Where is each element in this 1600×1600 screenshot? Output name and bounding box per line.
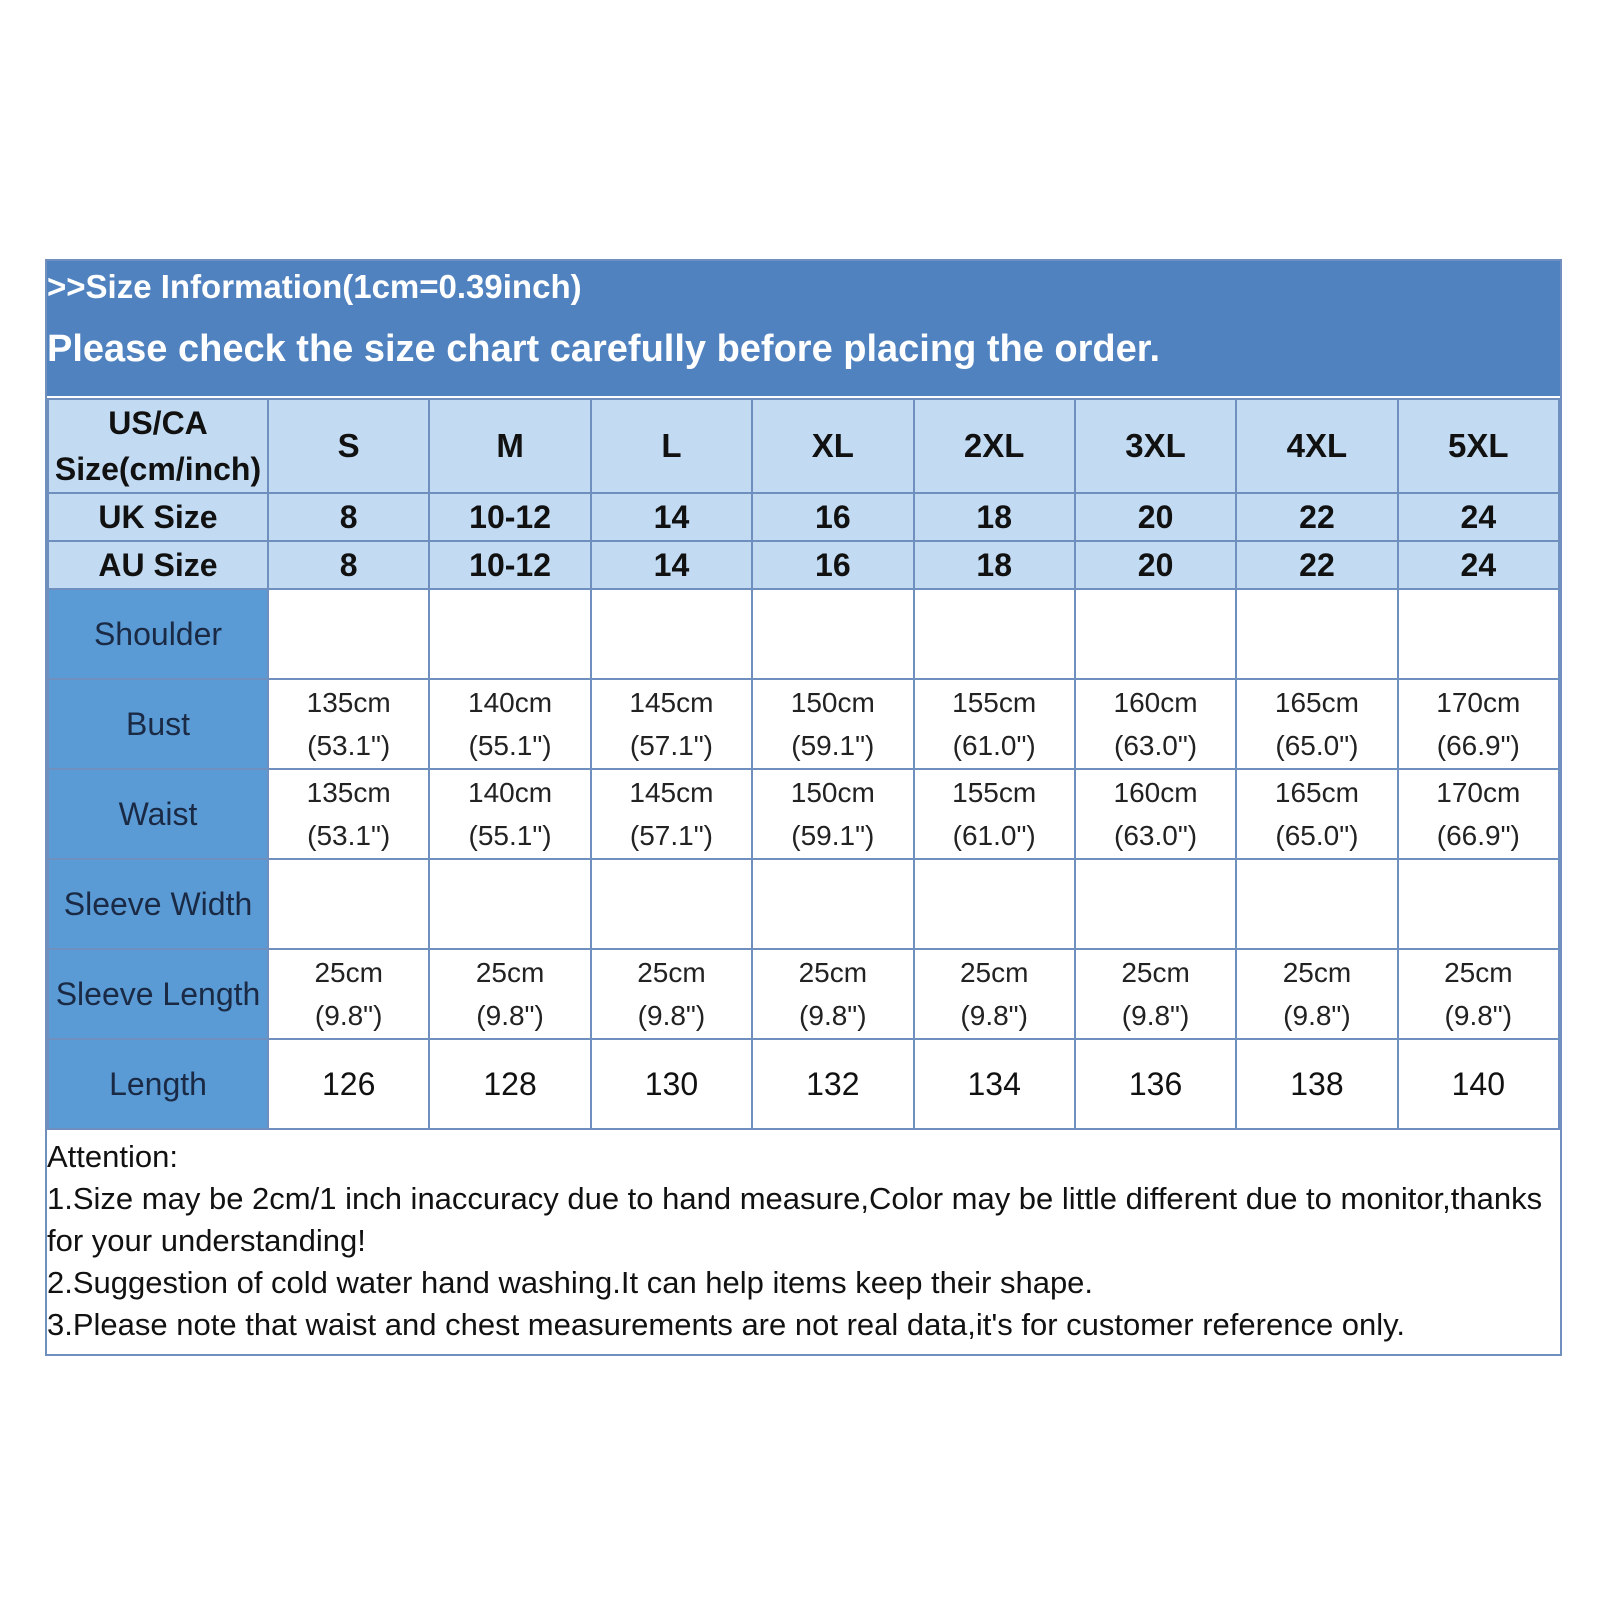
size-cell: 5XL	[1398, 399, 1559, 493]
sleeve-width-row	[48, 859, 1559, 949]
measure-cell	[268, 589, 429, 679]
size-cell: 18	[914, 493, 1075, 541]
size-cell: 2XL	[914, 399, 1075, 493]
size-table	[47, 398, 1560, 1130]
info-banner	[47, 261, 1560, 398]
length-cell: 128	[429, 1039, 590, 1129]
size-cell: 20	[1075, 493, 1236, 541]
length-label: Length	[48, 1039, 268, 1129]
measure-cell: 165cm (65.0")	[1236, 769, 1397, 859]
measure-cell: 25cm (9.8")	[1236, 949, 1397, 1039]
measure-cell	[1398, 859, 1559, 949]
attention-note: 3.Please note that waist and chest measurements are not real data,it's for customer reference only.	[47, 1307, 1405, 1342]
uk-size-row	[48, 493, 1559, 541]
measure-cell: 170cm (66.9")	[1398, 679, 1559, 769]
size-chart	[45, 259, 1562, 1356]
measure-cell	[914, 589, 1075, 679]
measure-cell	[914, 859, 1075, 949]
measure-cell: 25cm (9.8")	[1398, 949, 1559, 1039]
measure-cell: 25cm (9.8")	[1075, 949, 1236, 1039]
length-cell: 140	[1398, 1039, 1559, 1129]
uk-size-label: UK Size	[48, 493, 268, 541]
size-cell: 20	[1075, 541, 1236, 589]
au-size-row	[48, 541, 1559, 589]
measure-cell	[752, 589, 913, 679]
measure-cell: 25cm (9.8")	[591, 949, 752, 1039]
measure-cell: 25cm (9.8")	[268, 949, 429, 1039]
length-cell: 132	[752, 1039, 913, 1129]
measure-cell	[591, 859, 752, 949]
measure-cell: 160cm (63.0")	[1075, 679, 1236, 769]
measure-cell: 25cm (9.8")	[914, 949, 1075, 1039]
check-size-notice: Please check the size chart carefully before placing the order.	[47, 328, 1161, 370]
size-cell: 14	[591, 541, 752, 589]
size-cell: M	[429, 399, 590, 493]
measure-cell: 165cm (65.0")	[1236, 679, 1397, 769]
size-cell: 22	[1236, 493, 1397, 541]
attention-notes	[47, 1130, 1560, 1354]
measure-cell	[1075, 859, 1236, 949]
measure-cell	[429, 589, 590, 679]
attention-note: 2.Suggestion of cold water hand washing.It can help items keep their shape.	[47, 1265, 1094, 1300]
size-cell: 18	[914, 541, 1075, 589]
measure-cell: 140cm (55.1")	[429, 679, 590, 769]
measure-cell	[268, 859, 429, 949]
measure-cell	[1075, 589, 1236, 679]
measure-cell: 150cm (59.1")	[752, 769, 913, 859]
size-cell: 16	[752, 541, 913, 589]
size-cell: 10-12	[429, 493, 590, 541]
size-cell: 10-12	[429, 541, 590, 589]
size-cell: 14	[591, 493, 752, 541]
us-ca-size-row	[48, 399, 1559, 493]
length-cell: 130	[591, 1039, 752, 1129]
measure-cell: 155cm (61.0")	[914, 679, 1075, 769]
size-cell: 3XL	[1075, 399, 1236, 493]
measure-cell: 145cm (57.1")	[591, 679, 752, 769]
measure-cell	[1236, 859, 1397, 949]
length-cell: 134	[914, 1039, 1075, 1129]
shoulder-row	[48, 589, 1559, 679]
measure-cell: 155cm (61.0")	[914, 769, 1075, 859]
size-info-heading: >>Size Information(1cm=0.39inch)	[47, 268, 582, 305]
measure-cell	[1398, 589, 1559, 679]
waist-label: Waist	[48, 769, 268, 859]
size-cell: S	[268, 399, 429, 493]
size-cell: 22	[1236, 541, 1397, 589]
sleeve-length-row	[48, 949, 1559, 1039]
measure-cell: 25cm (9.8")	[752, 949, 913, 1039]
bust-row	[48, 679, 1559, 769]
measure-cell: 140cm (55.1")	[429, 769, 590, 859]
us-ca-size-label: US/CA Size(cm/inch)	[48, 399, 268, 493]
attention-title: Attention:	[47, 1139, 178, 1174]
shoulder-label: Shoulder	[48, 589, 268, 679]
size-cell: L	[591, 399, 752, 493]
measure-cell: 160cm (63.0")	[1075, 769, 1236, 859]
measure-cell	[429, 859, 590, 949]
bust-label: Bust	[48, 679, 268, 769]
waist-row	[48, 769, 1559, 859]
sleeve-width-label: Sleeve Width	[48, 859, 268, 949]
length-row	[48, 1039, 1559, 1129]
au-size-label: AU Size	[48, 541, 268, 589]
attention-note: 1.Size may be 2cm/1 inch inaccuracy due to hand measure,Color may be little different due to monitor,thanks for your understanding!	[47, 1181, 1543, 1258]
measure-cell: 25cm (9.8")	[429, 949, 590, 1039]
size-cell: 24	[1398, 493, 1559, 541]
measure-cell: 170cm (66.9")	[1398, 769, 1559, 859]
size-cell: 16	[752, 493, 913, 541]
length-cell: 136	[1075, 1039, 1236, 1129]
length-cell: 138	[1236, 1039, 1397, 1129]
measure-cell: 135cm (53.1")	[268, 769, 429, 859]
size-cell: 8	[268, 541, 429, 589]
size-cell: 4XL	[1236, 399, 1397, 493]
measure-cell: 135cm (53.1")	[268, 679, 429, 769]
measure-cell	[752, 859, 913, 949]
length-cell: 126	[268, 1039, 429, 1129]
size-cell: XL	[752, 399, 913, 493]
size-cell: 24	[1398, 541, 1559, 589]
measure-cell: 150cm (59.1")	[752, 679, 913, 769]
measure-cell	[591, 589, 752, 679]
size-cell: 8	[268, 493, 429, 541]
sleeve-length-label: Sleeve Length	[48, 949, 268, 1039]
measure-cell	[1236, 589, 1397, 679]
measure-cell: 145cm (57.1")	[591, 769, 752, 859]
